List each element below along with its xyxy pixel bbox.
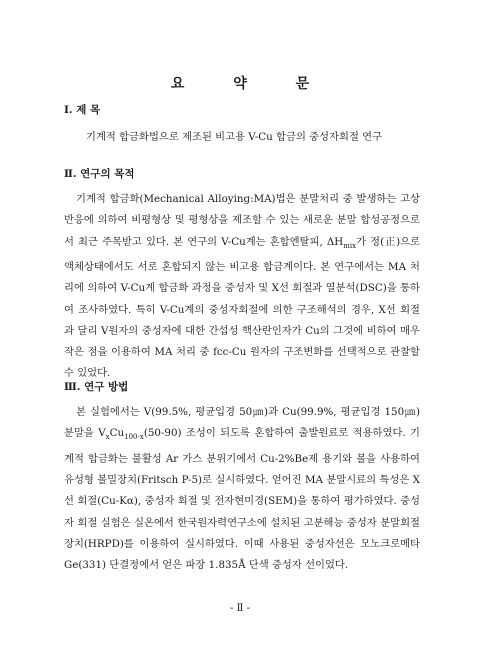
- section-heading-purpose: Ⅱ. 연구의 목적: [64, 168, 135, 180]
- purpose-text-part1: 기계적 합금화(Mechanical Alloying:MA)법은 분말처리 중 발생하는 고상반응에 의하여 비평형상 및 평형상을 제조할 수 있는 새로운 분말 합성공정으로서 최근 주목받고 있다. 본 연구의 V-Cu계는 혼합엔탈피, ΔH: [64, 193, 420, 248]
- x-subscript: x: [105, 433, 110, 442]
- mix-subscript: mix: [343, 241, 357, 250]
- research-title: 기계적 합금화법으로 제조된 비고용 V-Cu 합금의 중성자회절 연구: [86, 131, 383, 143]
- section-purpose-text: [64, 189, 420, 385]
- method-text-part2: (50-90) 조성이 되도록 혼합하여 출발원료로 적용하였다. 기계적 합금화는 불활성 Ar 가스 분위기에서 Cu-2%Be제 용기와 볼을 사용하여 유성형 볼밀장치(Fritsch P-5)로 실시하였다. 얻어진 MA 분말시료의 특성은 X선 회절(Cu-Kα), 중성자 회절 및 전자현미경(SEM)을 통하여 평가하였다. 중성자 회절 실험은 실온에서 한국원자력연구소에 설치된 고분해능 중성자 분말회절장치(HRPD)를 이용하여 실시하였다. 이때 사용된 중성자선은 모노크로메타 Ge(331) 단결정에서 얻은 파장 1.835Å 단색 중성자 선이었다.: [64, 427, 420, 572]
- section-heading-method: Ⅲ. 연구 방법: [64, 381, 129, 393]
- section-method-text: [64, 402, 420, 576]
- page-title: 요 약 문: [170, 76, 332, 92]
- method-text-part1: 본 실험에서는 V(99.5%, 평균입경 50㎛)과 Cu(99.9%, 평균입경 150㎛)분말을 V: [64, 406, 420, 440]
- method-text-cu: Cu: [109, 427, 125, 440]
- composition-subscript: 100-x: [124, 433, 144, 442]
- section-heading-title: Ⅰ. 제 목: [64, 104, 101, 116]
- purpose-text-part2: 가 정(正)으로 액체상태에서도 서로 혼합되지 않는 비고용 합금계이다. 본 연구에서는 MA 처리에 의하여 V-Cu계 합금화 과정을 중성자 및 X선 회절과 열분석(DSC)을 통하여 조사하였다. 특히 V-Cu계의 중성자회절에 의한 구조해석의 경우, X선 회절과 달리 V원자의 중성자에 대한 간섭성 핵산란인자가 Cu의 그것에 비하여 매우 작은 점을 이용하여 MA 처리 중 fcc-Cu 원자의 구조변화를 선택적으로 관찰할 수 있었다.: [64, 235, 420, 380]
- page-number: - Ⅱ -: [230, 603, 250, 614]
- section-title-text: [86, 127, 426, 148]
